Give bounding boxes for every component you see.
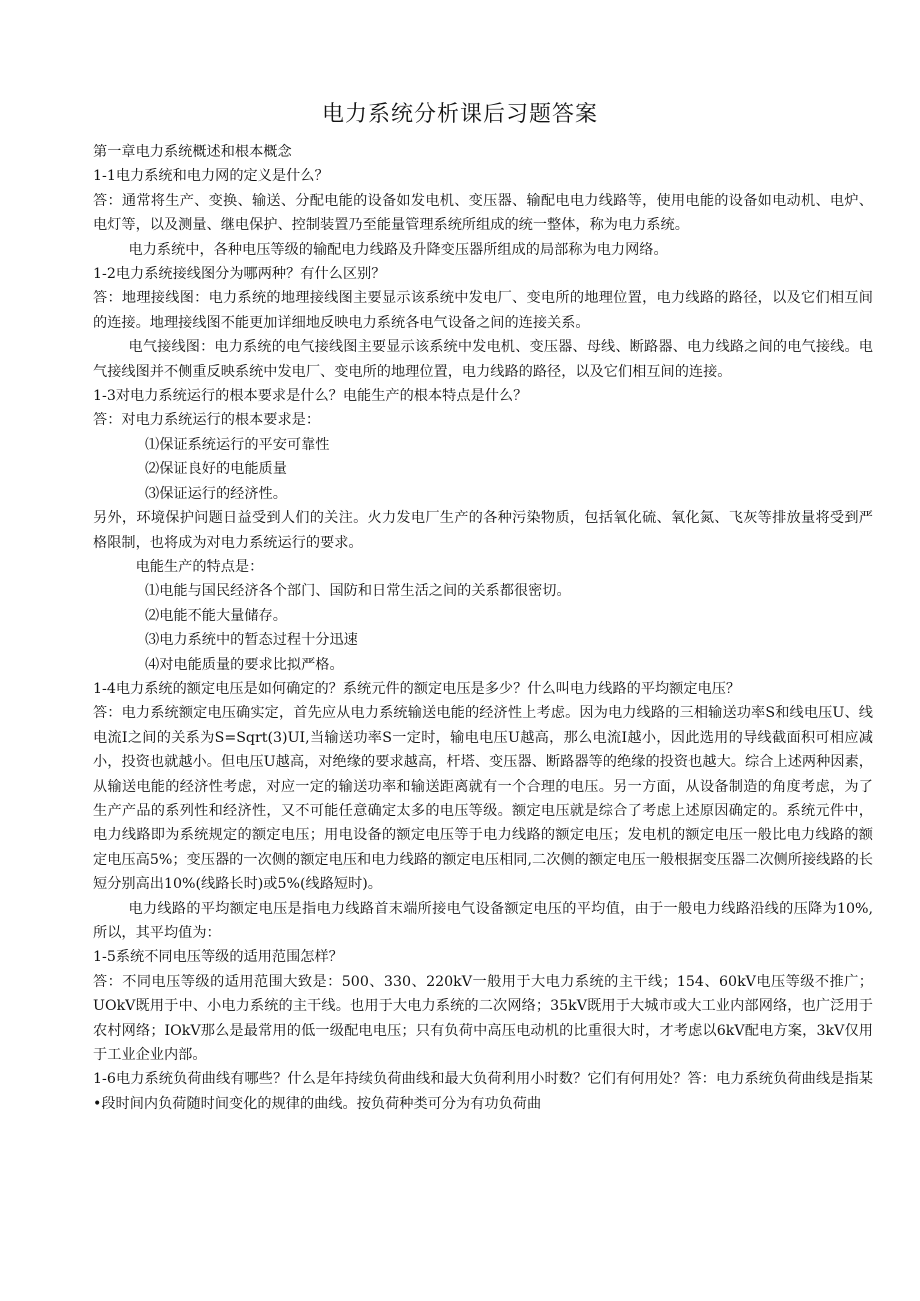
list-item: ⑴保证系统运行的平安可靠性 — [145, 436, 330, 453]
answer-paragraph: 答：不同电压等级的适用范围大致是：500、330、220kV一般用于大电力系统的主干线；154、60kV电压等级不推广；UOkV既用于中、小电力系统的主干线。也用于大电力系统的二次网络；35kV既用于大城市或大工业内部网络，也广泛用于农村网络；IOkV那么是最常用的低一级配电电压；只有负荷中高压电动机的比重很大时，才考虑以6kV配电方案，3kV仅用于工业企业内部。 — [93, 973, 873, 1064]
list-item: ⑴电能与国民经济各个部门、国防和日常生活之间的关系都很密切。 — [145, 583, 571, 600]
list-item: ⑵保证良好的电能质量 — [145, 461, 287, 478]
question-1-3: 1-3对电力系统运行的根本要求是什么？电能生产的根本特点是什么？ — [93, 388, 528, 405]
question-1-4: 1-4电力系统的额定电压是如何确定的？系统元件的额定电压是多少？什么叫电力线路的平均额定电压？ — [93, 680, 741, 697]
document-title: 电力系统分析课后习题答案 — [321, 102, 598, 127]
question-1-6: 1-6电力系统负荷曲线有哪些？什么是年持续负荷曲线和最大负荷利用小时数？它们有何用处？答：电力系统负荷曲线是指某•段时间内负荷随时间变化的规律的曲线。按负荷种类可分为有功负荷曲 — [93, 1071, 873, 1112]
answer-paragraph: 答：通常将生产、变换、输送、分配电能的设备如发电机、变压器、输配电电力线路等，使用电能的设备如电动机、电炉、电灯等，以及测量、继电保护、控制装置乃至能量管理系统所组成的统一整体，称为电力系统。 — [93, 192, 873, 234]
answer-paragraph: 电力系统中，各种电压等级的输配电力线路及升降变压器所组成的局部称为电力网络。 — [128, 241, 668, 258]
question-1-1: 1-1电力系统和电力网的定义是什么？ — [93, 168, 329, 185]
answer-paragraph: 另外，环境保护问题日益受到人们的关注。火力发电厂生产的各种污染物质，包括氧化硫、氧化氮、飞灰等排放量将受到严格限制，也将成为对电力系统运行的要求。 — [93, 510, 873, 551]
chapter-heading: 第一章电力系统概述和根本概念 — [93, 144, 292, 160]
answer-paragraph: 答：电力系统额定电压确实定，首先应从电力系统输送电能的经济性上考虑。因为电力线路的三相输送功率S和线电压U、线电流I之间的关系为S=Sqrt(3)UI,当输送功率S一定时，输电电压U越高，那么电流I越小，因此选用的导线截面积可相应减小，投资也就越小。但电压U越高，对绝缘的要求越高，杆塔、变压器、断路器等的绝缘的投资也越大。综合上述两种因素，从输送电能的经济性考虑，对应一定的输送功率和输送距离就有一个合理的电压。另一方面，从设备制造的角度考虑，为了生产产品的系列性和经济性，又不可能任意确定太多的电压等级。额定电压就是综合了考虑上述原因确定的。系统元件中，电力线路即为系统规定的额定电压；用电设备的额定电压等于电力线路的额定电压；发电机的额定电压一般比电力线路的额定电压高5%；变压器的一次侧的额定电压和电力线路的额定电压相同,二次侧的额定电压一般根据变压器二次侧所接线路的长短分别高出10%(线路长时)或5%(线路短时)。 — [93, 705, 873, 893]
question-1-2: 1-2电力系统接线图分为哪两种？有什么区别？ — [93, 266, 386, 283]
question-1-5: 1-5系统不同电压等级的适用范围怎样？ — [93, 949, 343, 966]
list-item: ⑶电力系统中的暂态过程十分迅速 — [145, 632, 358, 649]
answer-paragraph: 电气接线图：电力系统的电气接线图主要显示该系统中发电机、变压器、母线、断路器、电力线路之间的电气接线。电气接线图并不侧重反映系统中发电厂、变电所的地理位置，电力线路的路径，以及它们相互间的连接。 — [93, 339, 873, 380]
answer-paragraph: 电能生产的特点是： — [135, 558, 264, 575]
document-body — [93, 140, 873, 1116]
list-item: ⑷对电能质量的要求比拟严格。 — [145, 656, 344, 673]
answer-paragraph: 答：地理接线图：电力系统的地理接线图主要显示该系统中发电厂、变电所的地理位置，电力线路的路径，以及它们相互间的连接。地理接线图不能更加详细地反映电力系统各电气设备之间的连接关系。 — [93, 290, 873, 331]
answer-paragraph: 答：对电力系统运行的根本要求是： — [93, 412, 321, 429]
answer-paragraph: 电力线路的平均额定电压是指电力线路首末端所接电气设备额定电压的平均值，由于一般电力线路沿线的压降为10%,所以，其平均值为： — [93, 900, 873, 941]
list-item: ⑶保证运行的经济性。 — [145, 485, 287, 502]
list-item: ⑵电能不能大量储存。 — [145, 607, 287, 624]
